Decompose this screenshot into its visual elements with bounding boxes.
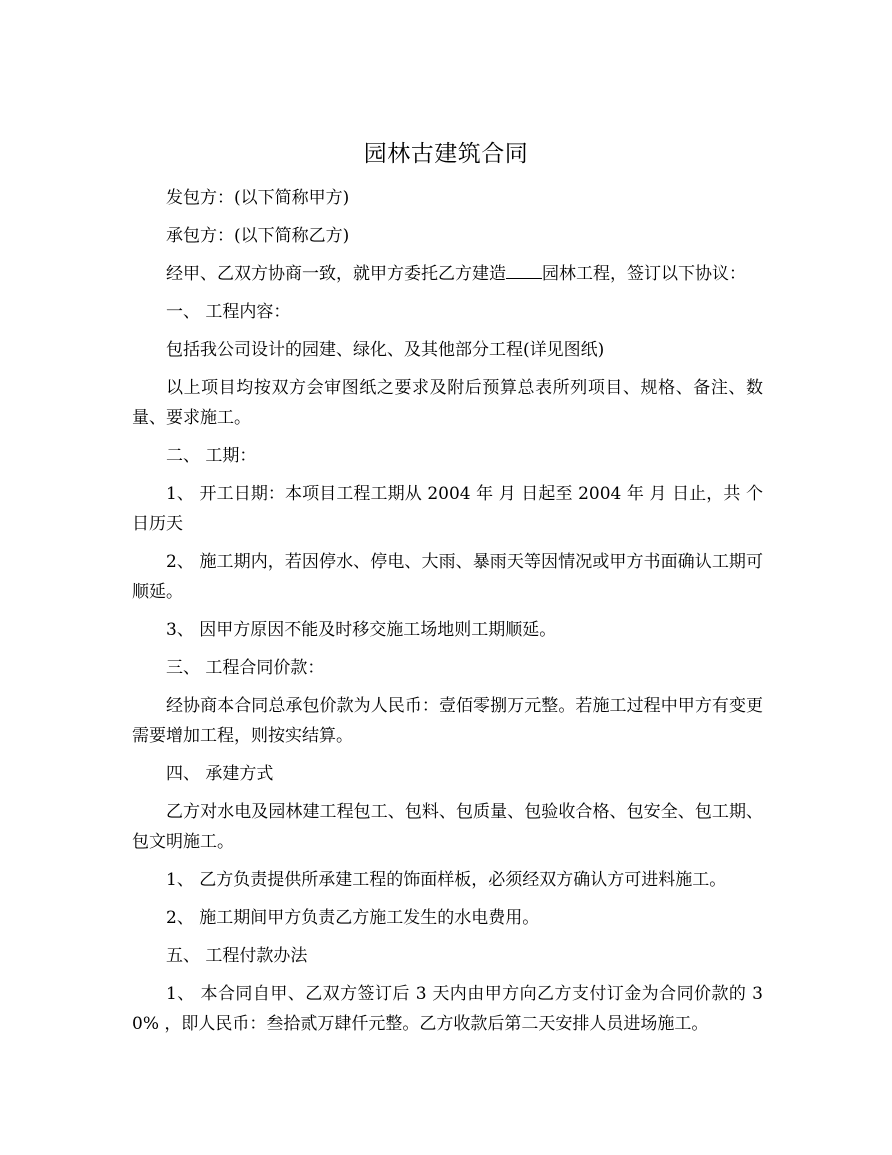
section-heading-method: 四、 承建方式	[166, 764, 274, 784]
paragraph-content-requirements: 以上项目均按双方会审图纸之要求及附后预算总表所列项目、规格、备注、数量、要求施工。	[132, 378, 763, 428]
section-heading-content: 一、 工程内容：	[166, 302, 291, 322]
paragraph-price: 经协商本合同总承包价款为人民币：壹佰零捌万元整。若施工过程中甲方有变更需要增加工程，则按实结算。	[132, 696, 763, 746]
document-title: 园林古建筑合同	[363, 141, 529, 167]
paragraph-method-1: 1、 乙方负责提供所承建工程的饰面样板，必须经双方确认方可进料施工。	[166, 870, 727, 890]
document-body	[132, 183, 763, 1047]
section-heading-price: 三、 工程合同价款：	[166, 658, 325, 678]
paragraph-method-2: 2、 施工期间甲方负责乙方施工发生的水电费用。	[166, 908, 540, 928]
section-heading-schedule: 二、 工期：	[166, 446, 257, 466]
paragraph-method: 乙方对水电及园林建工程包工、包料、包质量、包验收合格、包安全、包工期、包文明施工。	[132, 802, 763, 852]
paragraph-schedule-2: 2、 施工期内，若因停水、停电、大雨、暴雨天等因情况或甲方书面确认工期可顺延。	[132, 552, 763, 602]
section-heading-payment: 五、 工程付款办法	[166, 946, 308, 966]
paragraph-schedule-1: 1、 开工日期：本项目工程工期从 2004 年 月 日起至 2004 年 月 日止，共 个日历天	[132, 484, 763, 534]
paragraph-payment-1: 1、 本合同自甲、乙双方签订后 3 天内由甲方向乙方支付订金为合同价款的 30% ，即人民币：叁拾贰万肆仟元整。乙方收款后第二天安排人员进场施工。	[132, 984, 763, 1034]
agreement-text-before: 经甲、乙双方协商一致，就甲方委托乙方建造	[166, 264, 506, 284]
paragraph-agreement	[132, 259, 763, 289]
paragraph-employer: 发包方：(以下简称甲方)	[166, 188, 350, 208]
project-name-blank	[506, 261, 542, 279]
paragraph-contractor: 承包方：(以下简称乙方)	[166, 226, 350, 246]
paragraph-content-scope: 包括我公司设计的园建、绿化、及其他部分工程(详见图纸)	[166, 340, 605, 360]
agreement-text-after: 园林工程，签订以下协议：	[542, 264, 746, 284]
paragraph-schedule-3: 3、 因甲方原因不能及时移交施工场地则工期顺延。	[166, 620, 557, 640]
